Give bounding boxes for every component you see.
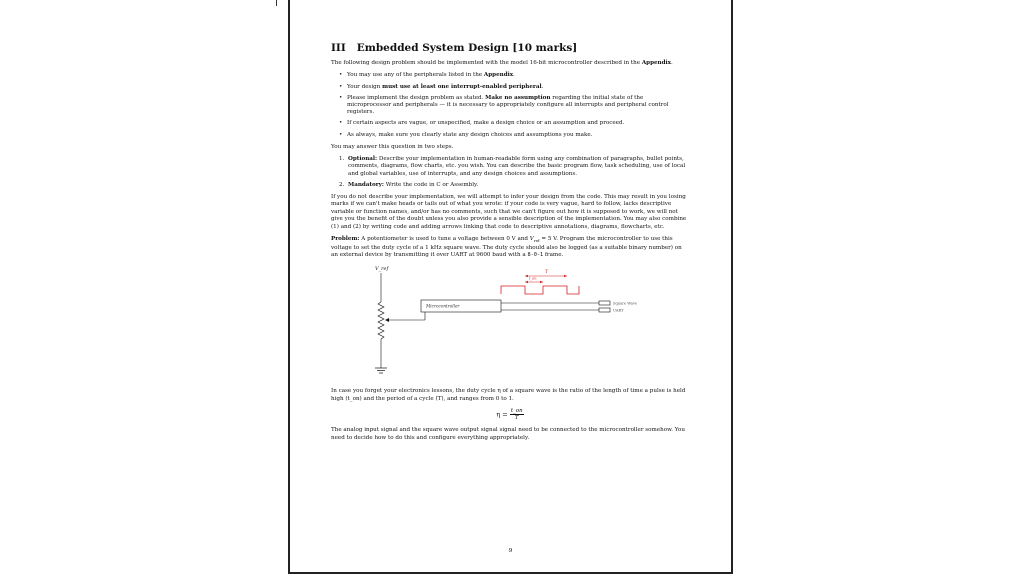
bullet-icon: •: [339, 120, 343, 127]
bullet-text: Your design: [347, 83, 383, 90]
bullet-icon: •: [339, 83, 343, 90]
list-item: [339, 132, 689, 139]
uart-frame: 8-0-1: [527, 252, 544, 258]
bullet-text: As always, make sure you clearly state any design choices and assumptions you make.: [347, 131, 593, 138]
bullet-icon: •: [339, 94, 343, 101]
document-page: [288, 0, 733, 574]
bullet-text: You may use any of the peripherals listed in the: [347, 72, 484, 79]
list-item: [339, 156, 689, 178]
section-title: Embedded System Design [10 marks]: [356, 42, 578, 54]
step-text: Write the code in C or Assembly.: [384, 181, 479, 188]
steps-list: [331, 156, 689, 189]
bullet-text: If certain aspects are vague, or unspecified, make a design choice or an assumption and proceed.: [347, 120, 625, 127]
page-number: 9: [508, 548, 513, 554]
square-wave-signal: [501, 286, 579, 294]
problem-text-2: = 5 V. Program the microcontroller to use this voltage to set the duty cycle of a 1 kHz square wave. The duty cycle should also be logged (as a suitable binary number) on an external device by transmitting it over UART at 9600 baud with a: [331, 236, 682, 258]
problem-label: Problem:: [331, 236, 360, 243]
vref-label: V_ref: [375, 266, 389, 273]
intro-end: .: [670, 60, 673, 66]
formula-denominator: T: [514, 415, 519, 422]
section-number: III: [331, 42, 346, 54]
page-content: [331, 42, 689, 447]
period-arrow-left-icon: [525, 275, 528, 277]
uart-port: [599, 308, 610, 312]
step-number: 1.: [339, 156, 345, 163]
bullet-icon: •: [339, 72, 343, 79]
circuit-diagram: [331, 264, 689, 384]
step-label: Mandatory:: [348, 181, 384, 188]
window-edge-mark: [276, 0, 277, 6]
warning-paragraph: If you do not describe your implementation, we will attempt to infer your design from the code. This may result in you losing marks if we can't make heads or tails out of what you wrote: if your code is very vague, hard to follow, lacks descriptive variable or function names, and/or has no comments, such that we can't figure out how it is supposed to work, we will not give you the benefit of the doubt unless you also provide a sensible description of the implementation. You may also combine (1) and (2) by writing code and adding arrows linking that code to descriptive annotations, diagrams, flowcharts, etc.: [331, 194, 687, 230]
ton-arrow-right-icon: [540, 281, 543, 283]
duty-cycle-formula: [331, 408, 689, 421]
intro-paragraph: [331, 60, 689, 67]
list-item: [339, 182, 689, 189]
intro-appendix: Appendix: [641, 60, 671, 66]
period-arrow-right-icon: [564, 275, 567, 277]
list-item: [339, 72, 689, 79]
bullet-end: .: [513, 72, 515, 79]
step-label: Optional:: [348, 156, 378, 163]
problem-text: A potentiometer is used to tune a voltage between 0 V and: [359, 236, 530, 243]
bullet-end: .: [541, 83, 544, 90]
intro-text: The following design problem should be implemented with the model 16-bit microcontroller described in the: [331, 60, 641, 66]
list-item: [339, 84, 689, 91]
bullet-bold: must use at least one interrupt-enabled peripheral: [382, 83, 542, 90]
circuit-diagram-svg: [331, 264, 689, 384]
bullet-end: regarding the initial state of the microprocessor and peripherals — it is necessary to appropriately configure all interrupts and peripheral control registers.: [347, 94, 669, 116]
period-label: T: [545, 270, 549, 276]
requirements-list: [331, 72, 689, 138]
wiper-arrow-icon: [385, 318, 389, 322]
step-text: Describe your implementation in human-readable form using any combination of paragraphs, bullet points, comments, diagrams, flow charts, etc. you wish. You can describe the basic program flow, task scheduling, use of local and global variables, use of interrupts, and any design choices and assumptions.: [348, 156, 686, 177]
problem-text-3: frame.: [543, 252, 564, 258]
bullet-icon: •: [339, 131, 343, 138]
list-item: [339, 95, 689, 117]
duty-cycle-paragraph: In case you forget your electronics lessons, the duty cycle η of a square wave is the ratio of the length of time a pulse is held high (t_on) and the period of a cycle (T), and ranges from 0 to 1.: [331, 388, 686, 402]
vref-symbol: V: [529, 236, 534, 243]
square-wave-label: Square Wave: [613, 301, 637, 306]
uart-label: UART: [613, 308, 624, 313]
ton-label: t_on: [529, 276, 537, 281]
closing-paragraph: The analog input signal and the square wave output signal signal need to be connected to the microcontroller somehow. You need to decide how to do this and configure everything appropriately.: [331, 427, 685, 441]
steps-intro: You may answer this question in two steps.: [331, 143, 454, 150]
section-heading: [331, 42, 689, 54]
potentiometer-icon: [378, 302, 384, 339]
vref-subscript: ref: [533, 238, 540, 244]
formula-numerator: t_on: [510, 408, 523, 415]
microcontroller-label: Microcontroller: [426, 303, 460, 309]
ton-arrow-left-icon: [525, 281, 528, 283]
step-number: 2.: [339, 181, 345, 188]
formula-lhs: η =: [496, 410, 508, 419]
bullet-bold: Appendix: [483, 72, 514, 79]
list-item: [339, 120, 689, 127]
problem-paragraph: [331, 236, 689, 259]
square-wave-port: [599, 301, 610, 305]
bullet-text: Please implement the design problem as stated.: [347, 94, 486, 101]
bullet-bold: Make no assumption: [485, 94, 551, 101]
